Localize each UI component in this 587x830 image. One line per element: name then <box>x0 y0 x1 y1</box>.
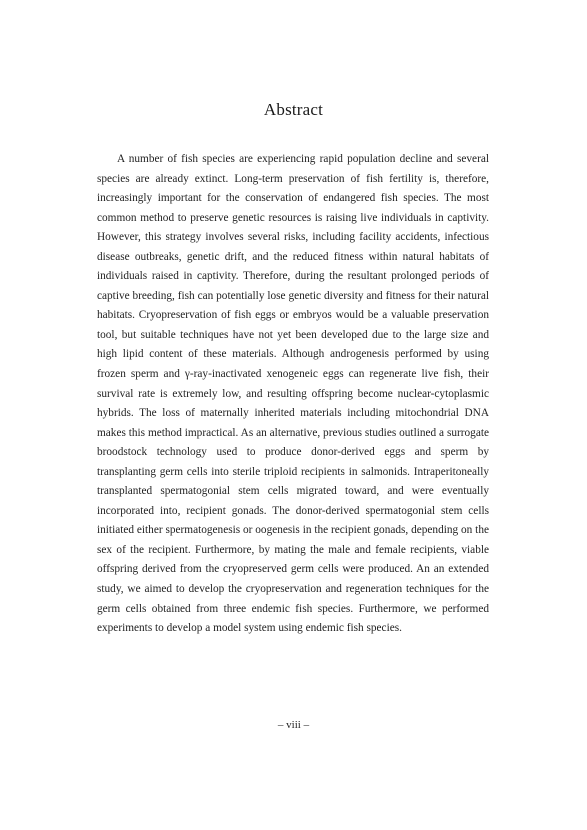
page-number: – viii – <box>277 719 310 731</box>
abstract-paragraph: A number of fish species are experiencing rapid population decline and several species are already extinct. Long-term preservation of fish fertility is, therefore, increasingly important for the conservation of endangered fish species. The most common method to preserve genetic resources is raising live individuals in captivity. However, this strategy involves several risks, including facility accidents, infectious disease outbreaks, genetic drift, and the reduced fitness within natural habitats of individuals raised in captivity. Therefore, during the resultant prolonged periods of captive breeding, fish can potentially lose genetic diversity and fitness for their natural habitats. Cryopreservation of fish eggs or embryos would be a valuable preservation tool, but suitable techniques have not yet been developed due to the large size and high lipid content of these materials. Although androgenesis performed by using frozen sperm and γ-ray-inactivated xenogeneic eggs can regenerate live fish, their survival rate is extremely low, and resulting offspring become nuclear-cytoplasmic hybrids. The loss of maternally inherited materials including mitochondrial DNA makes this method impractical. As an alternative, previous studies outlined a surrogate broodstock technology used to produce donor-derived eggs and sperm by transplanting germ cells into sterile triploid recipients in salmonids. Intraperitoneally transplanted spermatogonial stem cells migrated toward, and were eventually incorporated into, recipient gonads. The donor-derived spermatogonial stem cells initiated either spermatogenesis or oogenesis in the recipient gonads, depending on the sex of the recipient. Furthermore, by mating the male and female recipients, viable offspring derived from the cryopreserved germ cells were produced. An an extended study, we aimed to develop the cryopreservation and regeneration techniques for the germ cells obtained from three endemic fish species. Furthermore, we performed experiments to develop a model system using endemic fish species. <box>97 153 489 635</box>
page-title: Abstract <box>263 100 324 119</box>
